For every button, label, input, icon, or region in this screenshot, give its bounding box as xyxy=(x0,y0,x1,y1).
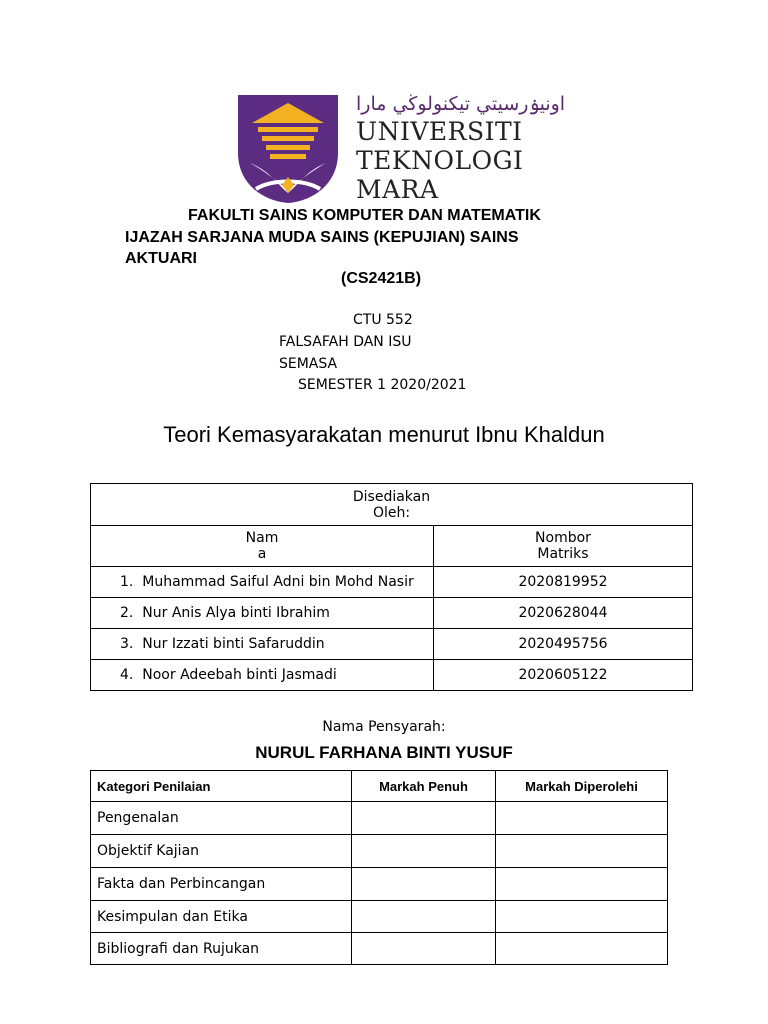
row-number: 1. xyxy=(120,574,134,590)
student-name: Nur Anis Alya binti Ibrahim xyxy=(142,605,330,621)
table-row xyxy=(91,835,668,868)
student-name: Noor Adeebah binti Jasmadi xyxy=(142,667,337,683)
obtained-marks-cell[interactable] xyxy=(496,868,668,901)
course-name-line2: SEMASA xyxy=(279,356,338,372)
student-name-cell xyxy=(91,629,434,660)
university-name xyxy=(356,117,523,204)
row-number: 2. xyxy=(120,605,134,621)
matrix-column-header xyxy=(434,526,693,567)
prepared-by-table xyxy=(90,483,693,691)
prepared-by-header xyxy=(91,484,693,526)
prepared-by-header-line: Disediakan xyxy=(352,488,431,505)
uitm-crest-icon xyxy=(236,93,340,205)
table-row xyxy=(91,802,668,835)
table-row xyxy=(91,567,693,598)
category-cell: Pengenalan xyxy=(91,802,352,835)
prepared-by-header-line: Oleh: xyxy=(372,504,411,521)
lecturer-label: Nama Pensyarah: xyxy=(322,719,446,735)
report-title: Teori Kemasyarakatan menurut Ibnu Khaldun xyxy=(163,422,605,447)
matrix-number: 2020605122 xyxy=(434,660,693,691)
name-column-header-line: a xyxy=(257,546,267,562)
student-name-cell xyxy=(91,598,434,629)
university-name-line: UNIVERSITI xyxy=(356,117,523,146)
column-header-full-marks: Markah Penuh xyxy=(352,771,496,802)
university-logo xyxy=(236,93,566,205)
matrix-column-header-line: Matriks xyxy=(537,546,589,562)
column-header-category: Kategori Penilaian xyxy=(91,771,352,802)
category-cell: Bibliografi dan Rujukan xyxy=(91,933,352,965)
program-code: (CS2421B) xyxy=(341,270,422,287)
course-name-line1: FALSAFAH DAN ISU xyxy=(279,334,412,350)
program-name-line1: IJAZAH SARJANA MUDA SAINS (KEPUJIAN) SAINS xyxy=(125,229,519,246)
lecturer-name: NURUL FARHANA BINTI YUSUF xyxy=(255,743,513,762)
student-name-cell xyxy=(91,660,434,691)
matrix-number: 2020819952 xyxy=(434,567,693,598)
matrix-number: 2020628044 xyxy=(434,598,693,629)
matrix-number: 2020495756 xyxy=(434,629,693,660)
student-name-cell xyxy=(91,567,434,598)
full-marks-cell[interactable] xyxy=(352,901,496,933)
table-row xyxy=(91,629,693,660)
table-row xyxy=(91,660,693,691)
category-cell: Fakta dan Perbincangan xyxy=(91,868,352,901)
student-name: Muhammad Saiful Adni bin Mohd Nasir xyxy=(142,574,414,590)
matrix-column-header-line: Nombor xyxy=(535,530,591,546)
name-column-header xyxy=(91,526,434,567)
table-row xyxy=(91,933,668,965)
table-row xyxy=(91,598,693,629)
obtained-marks-cell[interactable] xyxy=(496,802,668,835)
obtained-marks-cell[interactable] xyxy=(496,933,668,965)
full-marks-cell[interactable] xyxy=(352,835,496,868)
obtained-marks-cell[interactable] xyxy=(496,901,668,933)
full-marks-cell[interactable] xyxy=(352,802,496,835)
row-number: 3. xyxy=(120,636,134,652)
semester: SEMESTER 1 2020/2021 xyxy=(298,377,467,393)
table-row xyxy=(91,901,668,933)
column-header-obtained-marks: Markah Diperolehi xyxy=(496,771,668,802)
obtained-marks-cell[interactable] xyxy=(496,835,668,868)
full-marks-cell[interactable] xyxy=(352,933,496,965)
assessment-table xyxy=(90,770,668,965)
table-row xyxy=(91,868,668,901)
university-name-line: MARA xyxy=(356,175,439,204)
faculty-name: FAKULTI SAINS KOMPUTER DAN MATEMATIK xyxy=(188,207,541,224)
row-number: 4. xyxy=(120,667,134,683)
arabic-university-name: اونيۏرسيتي تيكنولوڬي مارا xyxy=(356,93,566,115)
full-marks-cell[interactable] xyxy=(352,868,496,901)
student-name: Nur Izzati binti Safaruddin xyxy=(142,636,325,652)
course-code: CTU 552 xyxy=(353,312,413,328)
name-column-header-line: Nam xyxy=(245,530,279,546)
category-cell: Kesimpulan dan Etika xyxy=(91,901,352,933)
program-name-line2: AKTUARI xyxy=(125,250,197,267)
category-cell: Objektif Kajian xyxy=(91,835,352,868)
university-name-line: TEKNOLOGI xyxy=(356,146,524,175)
